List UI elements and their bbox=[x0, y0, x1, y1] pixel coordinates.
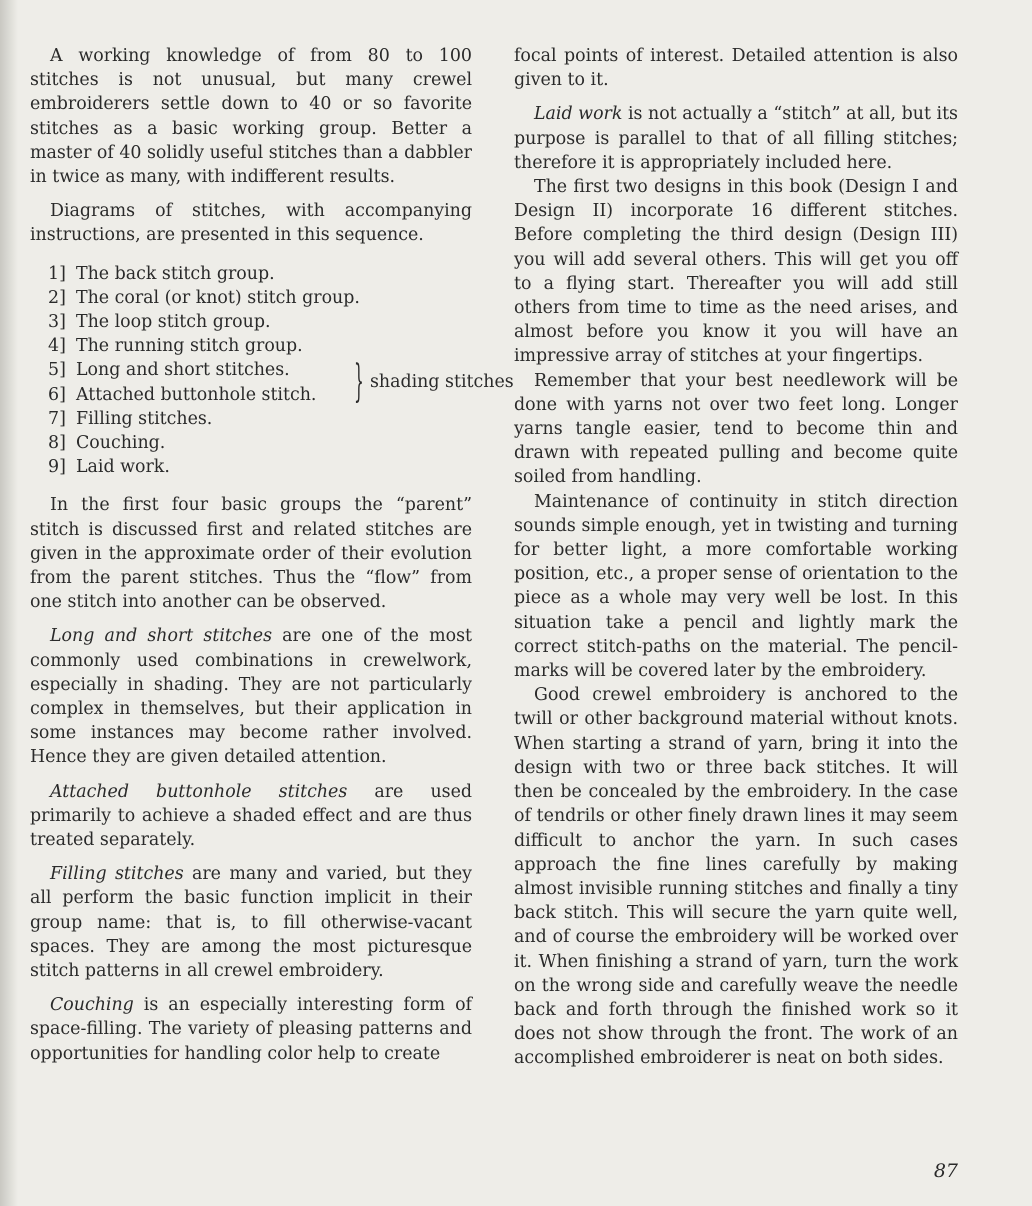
paragraph-laid-work: Laid work is not actually a “stitch” at all, but its purpose is parallel to that of all filling stitches; therefore it is appropriately included here. bbox=[514, 104, 958, 173]
paragraph-yarn-length: Remember that your best needlework will be done with yarns not over two feet long. Longer yarns tangle easier, tend to become thin and drawn with repeated pulling and become quite soiled from handling. bbox=[514, 370, 958, 488]
paragraph-filling: Filling stitches are many and varied, but they all perform the basic function implicit in their group name: that is, to fill otherwise-vacant spaces. They are among the most picturesque stitch patterns in all crewel embroidery. bbox=[30, 864, 473, 981]
paragraph-parent-stitch: In the first four basic groups the “parent” stitch is discussed first and related stitches are given in the approximate order of their evolution from the parent stitches. Thus the “flow” from one stitch into another can be observed. bbox=[30, 495, 472, 613]
list-item bbox=[48, 407, 472, 431]
paragraph-anchoring: Good crewel embroidery is anchored to the twill or other background material without knots. When starting a strand of yarn, bring it into the design with two or three back stitches. It will then be concealed by the embroidery. In the case of tendrils or other finely drawn lines it may seem difficult to anchor the yarn. In such cases approach the fine lines carefully by making almost invisible running stitches and finally a tiny back stitch. This will secure the yarn quite well, and of course the embroidery will be worked over it. When finishing a strand of yarn, turn the work on the wrong side and carefully weave the needle back and forth through the finished work so it does not show through the front. The work of an accomplished embroiderer is neat on both sides. bbox=[514, 685, 958, 1069]
term-laid-work: Laid work bbox=[534, 104, 623, 125]
paragraph-continuation: focal points of interest. Detailed attention is also given to it. bbox=[514, 46, 958, 91]
list-item bbox=[48, 455, 472, 479]
list-number: 3] bbox=[48, 312, 66, 332]
list-number: 9] bbox=[48, 457, 66, 478]
brace-icon: } bbox=[354, 356, 364, 408]
list-item bbox=[48, 334, 472, 358]
list-number: 4] bbox=[48, 336, 66, 357]
paragraph-diagrams: Diagrams of stitches, with accompanying instructions, are presented in this sequence. bbox=[30, 201, 472, 246]
list-item bbox=[48, 262, 472, 286]
list-text: The coral (or knot) stitch group. bbox=[76, 287, 360, 308]
list-text: The back stitch group. bbox=[76, 263, 275, 284]
paragraph-long-short: Long and short stitches are one of the most commonly used combinations in crewelwork, especially in shading. They are not particularly complex in themselves, but their application in some instances may become rather involved. Hence they are given detailed attention. bbox=[30, 626, 472, 768]
right-column bbox=[514, 44, 958, 1071]
paragraph-designs: The first two designs in this book (Design I and Design II) incorporate 16 different stitches. Before completing the third design (Design III) you will add several others. This will get you off to a flying start. Thereafter you will add still others from time to time as the need arises, and almost before you know it you will have an impressive array of stitches at your fingertips. bbox=[514, 177, 958, 367]
list-text: Couching. bbox=[76, 432, 166, 453]
list-item bbox=[48, 431, 472, 455]
term-long-short: Long and short stitches bbox=[50, 626, 273, 647]
page-binding-shadow bbox=[0, 0, 18, 1206]
paragraph-intro: A working knowledge of from 80 to 100 stitches is not unusual, but many crewel embroiderers settle down to 40 or so favorite stitches as a basic working group. Better a master of 40 solidly useful stitches than a dabbler in twice as many, with indifferent results. bbox=[30, 46, 472, 188]
list-number: 5] bbox=[48, 360, 66, 381]
list-text: Laid work. bbox=[76, 457, 170, 478]
term-couching: Couching bbox=[50, 995, 134, 1016]
list-number: 6] bbox=[48, 384, 66, 405]
list-number: 7] bbox=[48, 408, 66, 429]
list-text: Attached buttonhole stitch. bbox=[76, 384, 317, 405]
list-item bbox=[48, 286, 472, 310]
brace-label: shading stitches bbox=[370, 372, 514, 393]
term-filling: Filling stitches bbox=[50, 864, 184, 885]
page-number: 87 bbox=[933, 1160, 958, 1182]
paragraph-continuity: Maintenance of continuity in stitch direction sounds simple enough, yet in twisting and turning for better light, a more comfortable working position, etc., a proper sense of orientation to the piece as a whole may very well be lost. In this situation take a pencil and lightly mark the correct stitch-paths on the material. The pencil-marks will be covered later by the embroidery. bbox=[514, 491, 958, 682]
list-number: 8] bbox=[48, 432, 66, 453]
left-column bbox=[30, 44, 514, 1066]
list-text: Filling stitches. bbox=[76, 408, 213, 429]
paragraph-couching: Couching is an especially interesting form of space-filling. The variety of pleasing patterns and opportunities for handling color help to create bbox=[30, 995, 472, 1064]
term-buttonhole: Attached buttonhole stitches bbox=[50, 781, 348, 802]
list-text: Long and short stitches. bbox=[76, 360, 290, 381]
paragraph-buttonhole: Attached buttonhole stitches are used primarily to achieve a shaded effect and are thus treated separately. bbox=[30, 781, 472, 850]
list-text: The loop stitch group. bbox=[76, 312, 271, 332]
stitch-sequence-list bbox=[30, 262, 514, 480]
shading-brace-group bbox=[354, 358, 514, 406]
list-number: 2] bbox=[48, 287, 66, 308]
list-number: 1] bbox=[48, 263, 66, 284]
list-text: The running stitch group. bbox=[76, 336, 303, 357]
list-item bbox=[48, 310, 472, 334]
